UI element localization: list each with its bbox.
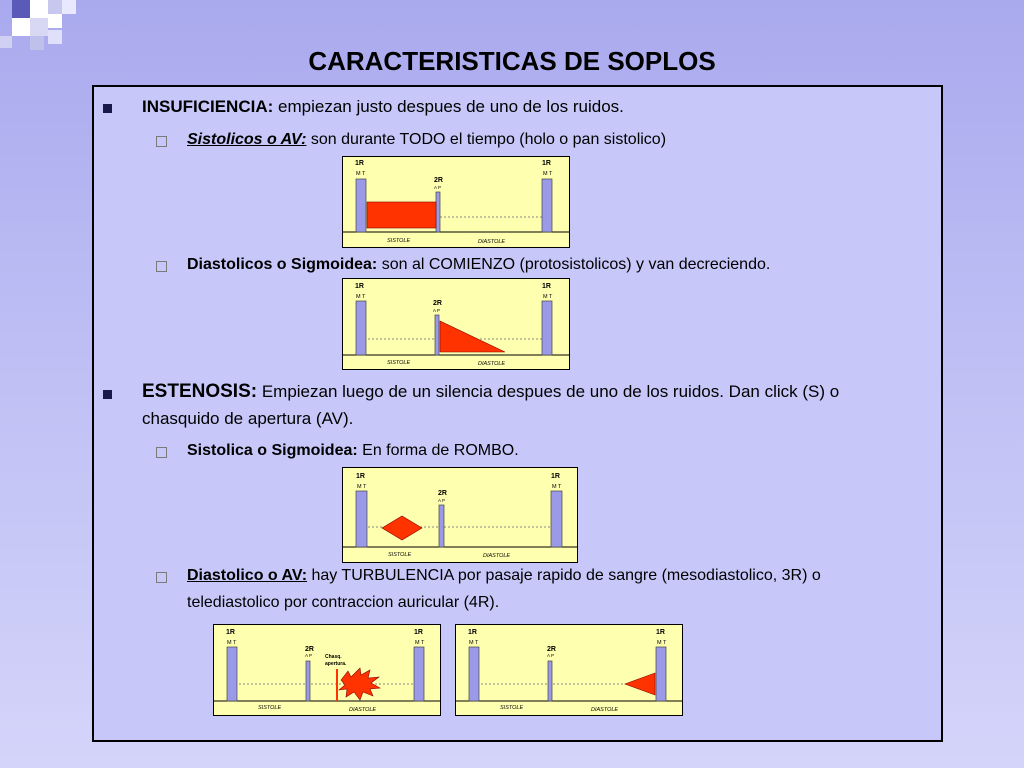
label-ap: A P — [438, 498, 446, 503]
label-mt: M T — [415, 640, 425, 646]
diastolico-line-2: telediastolico por contraccion auricular (4R). — [187, 594, 500, 611]
estenosis-line-2: chasquido de apertura (AV). — [142, 409, 354, 428]
label-diastole: DIASTOLE — [591, 707, 619, 713]
sub-bullet-icon — [156, 136, 167, 147]
label-2r: 2R — [438, 490, 447, 497]
label-1r: 1R — [542, 160, 551, 167]
label-1r: 1R — [468, 629, 477, 636]
label-2r: 2R — [433, 300, 442, 307]
bullet-icon — [103, 104, 112, 113]
label-mt: M T — [543, 171, 553, 177]
label-diastole: DIASTOLE — [478, 239, 506, 245]
label-2r: 2R — [434, 177, 443, 184]
label-sistole: SISTOLE — [258, 705, 282, 711]
diastolico-line-1: Diastolico o AV: hay TURBULENCIA por pasaje rapido de sangre (mesodiastolico, 3R) o — [187, 567, 821, 584]
label-sistole: SISTOLE — [500, 705, 524, 711]
label-1r: 1R — [551, 473, 560, 480]
label-mt: M T — [657, 640, 667, 646]
label-sistole: SISTOLE — [388, 552, 412, 558]
label-1r: 1R — [355, 160, 364, 167]
label-mt: M T — [543, 294, 553, 300]
label-sistole: SISTOLE — [387, 360, 411, 366]
label-mt: M T — [227, 640, 237, 646]
sistolicos-line: Sistolicos o AV: son durante TODO el tiempo (holo o pan sistolico) — [187, 131, 667, 148]
bullet-icon — [103, 390, 112, 399]
insuficiencia-line: INSUFICIENCIA: empiezan justo despues de uno de los ruidos. — [142, 97, 624, 116]
diagram-presistolico — [455, 624, 683, 716]
sub-bullet-icon — [156, 261, 167, 272]
diagram-decreciente — [342, 278, 570, 370]
label-diastole: DIASTOLE — [478, 361, 506, 367]
sub-bullet-icon — [156, 572, 167, 583]
label-1r: 1R — [656, 629, 665, 636]
label-1r: 1R — [414, 629, 423, 636]
label-2r: 2R — [305, 646, 314, 653]
label-ap: A P — [305, 653, 313, 658]
label-1r: 1R — [355, 283, 364, 290]
sub-bullet-icon — [156, 447, 167, 458]
label-mt: M T — [552, 484, 562, 490]
label-ap: A P — [547, 653, 555, 658]
label-mt: M T — [357, 484, 367, 490]
label-mt: M T — [356, 171, 366, 177]
label-diastole: DIASTOLE — [483, 553, 511, 559]
sistolica-line: Sistolica o Sigmoidea: En forma de ROMBO. — [187, 442, 519, 459]
estenosis-line-1: ESTENOSIS: Empiezan luego de un silencia despues de uno de los ruidos. Dan click (S) o — [142, 381, 840, 402]
diagram-chasquido — [213, 624, 441, 716]
label-1r: 1R — [226, 629, 235, 636]
label-sistole: SISTOLE — [387, 238, 411, 244]
label-ap: A P — [434, 185, 442, 190]
murmur-shape — [367, 202, 436, 228]
diagram-holosistolico — [342, 156, 570, 248]
page-title: CARACTERISTICAS DE SOPLOS — [308, 46, 716, 76]
label-diastole: DIASTOLE — [349, 707, 377, 713]
diagram-rombo — [342, 467, 578, 563]
label-1r: 1R — [356, 473, 365, 480]
label-ap: A P — [433, 308, 441, 313]
label-chasq: Chasq. — [325, 654, 342, 660]
diastolicos-line: Diastolicos o Sigmoidea: son al COMIENZO (protosistolicos) y van decreciendo. — [187, 256, 771, 273]
label-mt: M T — [356, 294, 366, 300]
label-2r: 2R — [547, 646, 556, 653]
label-1r: 1R — [542, 283, 551, 290]
label-mt: M T — [469, 640, 479, 646]
label-apertura: apertura. — [325, 661, 347, 667]
